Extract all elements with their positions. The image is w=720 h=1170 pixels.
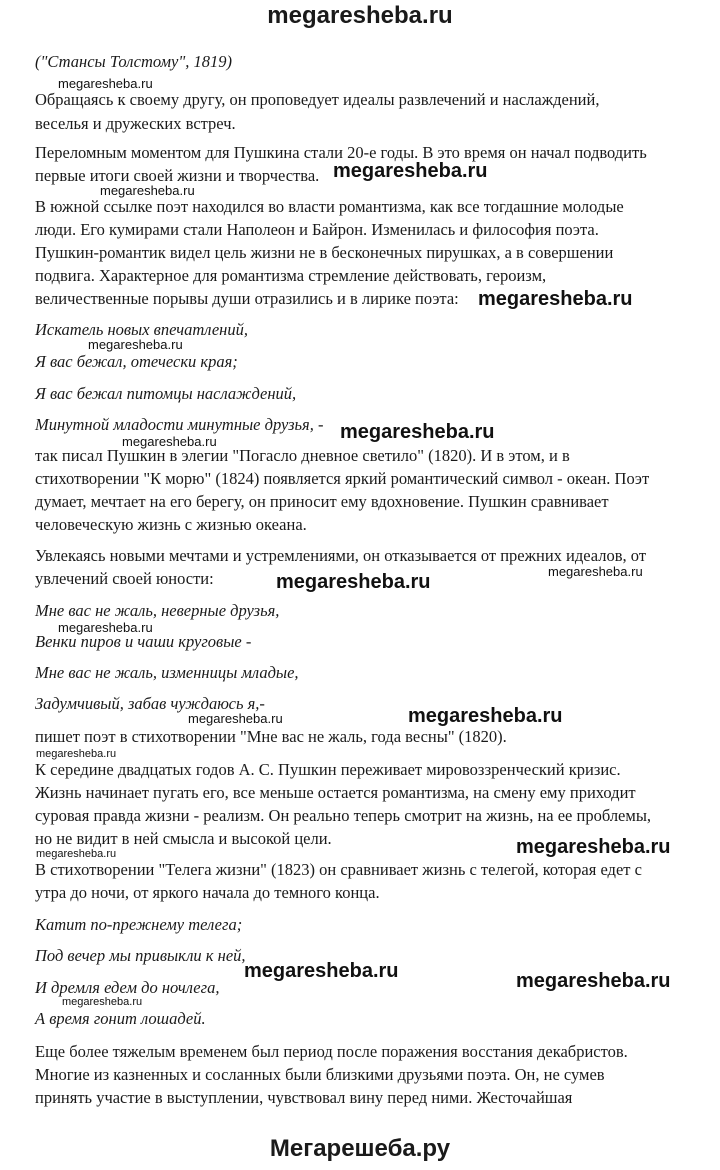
paragraph-line: так писал Пушкин в элегии "Погасло дневное светило" (1820). И в этом, и в <box>35 446 570 465</box>
watermark: megaresheba.ru <box>244 960 399 982</box>
verse-line: Мне вас не жаль, изменницы младые, <box>35 663 299 682</box>
paragraph-line: подвига. Характерное для романтизма стремление действовать, героизм, <box>35 266 547 285</box>
verse-line: И дремля едем до ночлега, <box>35 978 220 997</box>
watermark: megaresheba.ru <box>58 76 153 91</box>
paragraph-line: веселья и дружеских встреч. <box>35 114 236 133</box>
paragraph-line: Обращаясь к своему другу, он проповедует идеалы развлечений и наслаждений, <box>35 90 600 109</box>
verse-line: Я вас бежал, отечески края; <box>35 352 238 371</box>
watermark: megaresheba.ru <box>516 836 671 858</box>
verse-line: Катит по-прежнему телега; <box>35 915 243 934</box>
verse-line: Мне вас не жаль, неверные друзья, <box>35 601 280 620</box>
watermark: megaresheba.ru <box>62 996 143 1008</box>
site-footer: Мегарешеба.ру <box>269 1135 451 1162</box>
paragraph-line: стихотворении "К морю" (1824) появляется яркий романтический символ - океан. Поэт <box>35 469 650 488</box>
paragraph-line: Переломным моментом для Пушкина стали 20-е годы. В это время он начал подводить <box>35 143 647 162</box>
watermark: megaresheba.ru <box>188 711 283 726</box>
watermark: megaresheba.ru <box>100 183 195 198</box>
stanzas-caption: ("Стансы Толстому", 1819) <box>35 52 233 71</box>
verse-line: Минутной младости минутные друзья, - <box>35 415 324 434</box>
paragraph-line: Еще более тяжелым временем был период после поражения восстания декабристов. <box>35 1042 628 1061</box>
watermark: megaresheba.ru <box>122 434 217 449</box>
paragraph-line: люди. Его кумирами стали Наполеон и Байрон. Изменилась и философия поэта. <box>35 220 599 239</box>
verse-line: Под вечер мы привыкли к ней, <box>35 946 246 965</box>
verse-line: Венки пиров и чаши круговые - <box>35 632 252 651</box>
paragraph-line: Жизнь начинает пугать его, все меньше остается романтизма, на смену ему приходит <box>35 783 636 802</box>
paragraph-line: пишет поэт в стихотворении "Мне вас не жаль, года весны" (1820). <box>35 727 507 746</box>
paragraph-line: величественные порывы души отразились и в лирике поэта: <box>35 289 459 308</box>
paragraph-line: К середине двадцатых годов А. С. Пушкин переживает мировоззренческий кризис. <box>35 760 621 779</box>
watermark: megaresheba.ru <box>340 421 495 443</box>
paragraph-line: утра до ночи, от яркого начала до темного конца. <box>35 883 380 902</box>
site-header: megaresheba.ru <box>267 2 453 29</box>
paragraph-line: В стихотворении "Телега жизни" (1823) он сравнивает жизнь с телегой, которая едет с <box>35 860 642 879</box>
watermark: megaresheba.ru <box>58 620 153 635</box>
watermark: megaresheba.ru <box>36 848 117 860</box>
paragraph-line: увлечений своей юности: <box>35 569 214 588</box>
verse-line: Искатель новых впечатлений, <box>35 320 248 339</box>
paragraph-line: но не видит в ней смысла и высокой цели. <box>35 829 332 848</box>
paragraph-line: первые итоги своей жизни и творчества. <box>35 166 320 185</box>
paragraph-line: Пушкин-романтик видел цель жизни не в бесконечных пирушках, а в совершении <box>35 243 614 262</box>
verse-line: А время гонит лошадей. <box>35 1009 206 1028</box>
watermark: megaresheba.ru <box>478 288 633 310</box>
paragraph-line: Увлекаясь новыми мечтами и устремлениями, он отказывается от прежних идеалов, от <box>35 546 647 565</box>
verse-line: Задумчивый, забав чуждаюсь я,- <box>35 694 265 713</box>
paragraph-line: принять участие в выступлении, чувствовал вину перед ними. Жесточайшая <box>35 1088 573 1107</box>
paragraph-line: думает, мечтает на его берегу, он приносит ему вдохновение. Пушкин сравнивает <box>35 492 609 511</box>
watermark: megaresheba.ru <box>548 564 643 579</box>
watermark: megaresheba.ru <box>516 970 671 992</box>
paragraph-line: человеческую жизнь с жизнью океана. <box>35 515 307 534</box>
paragraph-line: В южной ссылке поэт находился во власти романтизма, как все тогдашние молодые <box>35 197 624 216</box>
paragraph-line: Многие из казненных и сосланных были близкими друзьями поэта. Он, не сумев <box>35 1065 605 1084</box>
paragraph-line: суровая правда жизни - реализм. Он реально теперь смотрит на жизнь, на ее проблемы, <box>35 806 652 825</box>
watermark: megaresheba.ru <box>88 337 183 352</box>
watermark: megaresheba.ru <box>276 571 431 593</box>
watermark: megaresheba.ru <box>333 160 488 182</box>
watermark: megaresheba.ru <box>408 705 563 727</box>
watermark: megaresheba.ru <box>36 748 117 760</box>
verse-line: Я вас бежал питомцы наслаждений, <box>35 384 297 403</box>
